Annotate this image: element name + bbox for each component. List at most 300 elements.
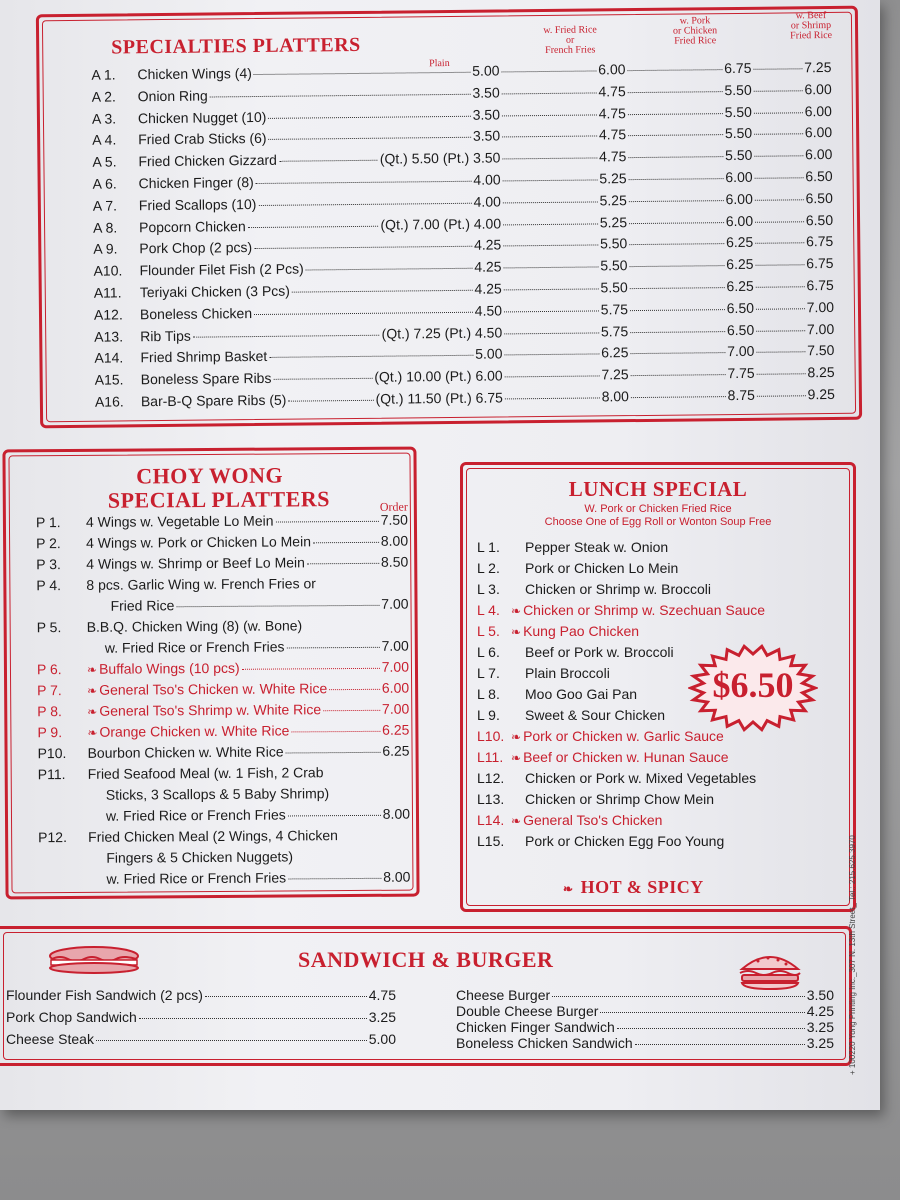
item-name: Pork or Chicken Lo Mein [525,560,679,576]
item-name: Bourbon Chicken w. White Rice [87,743,284,761]
item-name: Double Cheese Burger [456,1003,599,1019]
item-price: 8.00 [382,805,411,822]
item-name: Chicken Finger (8) [138,174,254,192]
list-item [36,596,408,620]
price-beef-shrimp: 6.00 [804,124,833,141]
item-code: P 8. [37,703,62,720]
item-code: P11. [37,766,66,783]
item-code: P 3. [36,556,61,573]
price-pork-chicken-cell [625,60,751,77]
item-price: 7.00 [381,595,409,612]
price-plain: 4.25 [474,258,502,275]
list-item [456,1003,834,1019]
item-code: A16. [94,393,124,410]
lunch-subtitle-1: W. Pork or Chicken Fried Rice [584,503,732,515]
item-name: Flounder Fish Sandwich (2 pcs) [6,987,203,1003]
price-beef-shrimp-cell [753,190,833,207]
price-pork-chicken: 6.50 [726,299,755,316]
price-fried-rice: 6.25 [601,344,629,361]
price-pork-chicken: 6.25 [726,255,754,273]
dot-leader [756,264,805,266]
price-pork-chicken: 8.75 [727,386,755,404]
item-code: A15. [94,371,124,388]
item-name: Chicken or Shrimp w. Szechuan Sauce [523,602,766,618]
item-code: P 9. [37,724,63,741]
price-fried-rice-cell [502,301,628,318]
price-pork-chicken-cell [626,125,752,142]
price-fried-rice-cell [500,127,626,144]
item-name: Boneless Chicken [139,304,253,323]
price-beef-shrimp: 8.25 [807,364,835,381]
dot-leader [254,312,473,315]
choy-wong-list [36,512,411,893]
price-fried-rice-cell [501,257,627,274]
dot-leader [755,177,804,179]
list-item [37,638,409,662]
dot-leader [754,134,803,136]
dot-leader [205,996,367,997]
item-name: Chicken Wings (4) [137,65,252,83]
sandwich-section [0,926,852,1066]
item-name: Pork or Chicken w. Garlic Sauce [523,728,724,744]
dot-leader [501,70,596,72]
dot-leader [630,352,725,354]
price-pork-chicken: 6.25 [726,277,754,295]
list-item [456,1019,834,1035]
list-item [456,987,834,1003]
item-code: L 3. [477,581,500,597]
dot-leader [627,69,722,71]
price-plain: (Qt.) 7.25 (Pt.) 4.50 [381,324,503,342]
list-item [37,680,409,704]
item-code: L 6. [477,644,500,660]
price-pork-chicken: 6.00 [725,190,753,207]
price-pork-chicken: 6.25 [725,234,754,251]
item-price: 3.25 [806,1035,834,1051]
item-name: Chicken Nugget (10) [137,108,267,126]
item-name: 8 pcs. Garlic Wing w. French Fries or [86,575,316,593]
dot-leader [628,135,723,137]
item-code: A 6. [92,175,117,192]
dot-leader [242,668,380,670]
price-plain: (Qt.) 11.50 (Pt.) 6.75 [375,389,503,407]
item-name: Orange Chicken w. White Rice [99,722,290,740]
item-code: L14. [477,812,505,828]
list-item [477,539,807,560]
item-name: Flounder Filet Fish (2 Pcs) [139,260,304,279]
dot-leader [756,352,805,354]
price-fried-rice: 5.75 [600,322,629,339]
price-beef-shrimp-cell [755,386,835,403]
item-price: 4.75 [368,987,396,1003]
list-item [477,812,807,833]
item-code: L 1. [477,539,500,555]
price-beef-shrimp: 7.00 [806,298,835,316]
chili-pepper-icon: ❧ [86,662,98,677]
item-name: Sticks, 3 Scallops & 5 Baby Shrimp) [105,785,330,803]
dot-leader [176,605,379,607]
price-fried-rice: 5.50 [599,235,628,252]
price-beef-shrimp-cell [753,212,833,229]
chili-pepper-icon: ❧ [511,814,522,828]
price-plain: 4.00 [473,171,501,188]
item-price: 6.00 [381,679,410,696]
plain-cell [139,215,501,235]
dot-leader [276,521,379,523]
plain-cell [139,259,501,279]
list-item [477,833,807,854]
price-pork-chicken: 5.50 [724,103,752,120]
list-item [477,623,807,644]
price-fried-rice-cell [503,366,629,383]
item-price: 3.50 [806,987,834,1003]
price-beef-shrimp-cell [753,168,833,185]
price-beef-shrimp-cell [752,124,832,141]
price-fried-rice-cell [501,236,627,253]
price-beef-shrimp-cell [751,59,831,76]
price-beef-shrimp: 6.00 [804,102,832,119]
price-pork-chicken: 5.50 [725,147,753,164]
item-name: Boneless Chicken Sandwich [456,1035,633,1051]
list-item [477,560,807,581]
dot-leader [193,334,380,337]
list-item [6,987,396,1009]
item-code: P 6. [36,661,62,678]
price-pork-chicken: 5.50 [724,125,753,142]
price-pork-chicken-cell [628,321,754,338]
item-code: P 5. [36,619,62,636]
dot-leader [630,265,725,267]
price-fried-rice: 8.00 [601,388,629,405]
item-name: Fingers & 5 Chicken Nuggets) [106,848,294,866]
list-item [37,617,409,641]
chili-pepper-icon: ❧ [511,751,522,765]
item-name: Cheese Burger [456,987,551,1003]
item-code: L 9. [477,707,500,723]
price-beef-shrimp: 6.00 [805,146,833,163]
dot-leader [306,268,473,271]
dot-leader [273,378,372,380]
item-name: Pork Chop (2 pcs) [139,239,253,257]
item-code: A 4. [92,131,117,149]
list-item [456,1035,834,1051]
item-name: Teriyaki Chicken (3 Pcs) [139,282,291,301]
list-item [38,869,410,893]
item-code: A 3. [91,110,117,127]
list-item [477,602,807,623]
sandwich-list-right [456,987,834,1051]
item-price: 4.25 [806,1003,834,1019]
price-beef-shrimp-cell [754,299,834,316]
price-plain: 4.25 [474,280,502,297]
list-item [38,785,410,809]
price-fried-rice-cell [501,170,627,187]
price-fried-rice-cell [501,214,627,231]
header-pork-chicken: w. Pork or Chicken Fried Rice [672,15,718,47]
dot-leader [307,563,379,565]
item-code: A10. [93,262,123,279]
dot-leader [631,396,726,398]
header-order: Order [379,499,408,514]
chili-pepper-icon: ❧ [511,730,522,744]
price-pork-chicken: 7.00 [727,343,755,360]
price-plain: (Qt.) 10.00 (Pt.) 6.00 [374,367,503,385]
item-price: 6.25 [382,721,410,738]
price-pork-chicken-cell [628,300,754,317]
dot-leader [254,72,470,75]
plain-cell [138,128,500,148]
price-fried-rice-cell [501,192,627,209]
choy-wong-title-line1: CHOY WONG [136,462,284,489]
dot-leader [631,374,726,376]
dot-leader [291,731,380,733]
dot-leader [503,179,598,181]
price-pork-chicken: 7.75 [727,364,755,382]
list-item [36,554,408,578]
dot-leader [503,201,598,203]
item-name: General Tso's Chicken [523,812,663,828]
item-code: L15. [477,833,505,849]
price-pork-chicken-cell [627,191,753,208]
item-price: 7.50 [380,511,408,528]
price-pork-chicken-cell [626,147,752,164]
list-item [37,701,409,725]
item-code: A 9. [93,240,118,258]
item-name: Popcorn Chicken [139,217,246,235]
price-fried-rice: 5.25 [599,191,627,209]
dot-leader [628,91,723,93]
price-beef-shrimp-cell [755,364,835,381]
price-plain: (Qt.) 7.00 (Pt.) 4.00 [380,215,502,233]
price-fried-rice-cell [502,323,628,340]
price-fried-rice: 5.25 [599,213,628,230]
item-name: General Tso's Shrimp w. White Rice [99,701,322,719]
item-name: Fried Crab Sticks (6) [138,130,267,148]
item-name: Onion Ring [137,87,208,105]
item-name: Fried Scallops (10) [138,195,257,214]
dot-leader [502,158,597,160]
printer-note: + 100220 Yong Printing Inc._307 N. 13th Street_ Tel.: 215.625.3970 [848,835,857,1075]
price-beef-shrimp-cell [752,81,832,98]
item-price: 8.00 [383,868,411,885]
price-beef-shrimp: 6.50 [805,167,833,185]
list-item [36,512,408,536]
price-beef-shrimp: 6.75 [806,276,834,294]
dot-leader [630,287,725,289]
header-beef-shrimp: w. Beef or Shrimp Fried Rice [790,10,833,42]
dot-leader [504,267,599,269]
plain-cell [139,193,501,213]
price-plain: 4.25 [473,236,502,254]
item-name: Chicken or Shrimp w. Broccoli [525,581,711,597]
dot-leader [756,308,805,310]
plain-cell [139,171,501,191]
dot-leader [754,112,803,114]
dot-leader [629,178,724,180]
item-code: A13. [94,327,124,345]
list-item [38,806,410,830]
price-beef-shrimp: 7.00 [806,320,835,337]
chili-pepper-icon: ❧ [87,704,98,719]
dot-leader [269,355,473,358]
item-price: 3.25 [368,1009,396,1025]
item-code: L12. [477,770,505,786]
item-code: P 7. [37,682,62,699]
dot-leader [96,1040,367,1041]
list-item [477,791,807,812]
price-beef-shrimp: 6.50 [805,211,834,228]
dot-leader [503,245,598,247]
dot-leader [504,310,599,312]
price-pork-chicken-cell [629,365,755,382]
dot-leader [630,309,725,311]
item-name: 4 Wings w. Pork or Chicken Lo Mein [86,533,312,551]
dot-leader [139,1018,367,1019]
dot-leader [628,156,723,158]
plain-cell [140,346,502,366]
price-fried-rice: 7.25 [601,366,629,383]
dot-leader [629,243,724,245]
list-item [477,770,807,791]
price-pork-chicken-cell [628,343,754,360]
price-fried-rice: 4.75 [598,126,627,143]
price-pork-chicken: 6.75 [724,59,752,77]
item-name: Plain Broccoli [525,665,610,681]
item-price: 7.00 [381,658,410,675]
price-plain: 3.50 [472,127,501,145]
dot-leader [292,290,473,293]
dot-leader [254,246,472,249]
price-plain: 4.00 [473,193,501,210]
price-fried-rice: 5.75 [600,300,629,318]
price-beef-shrimp-cell [754,277,834,294]
price-plain: (Qt.) 5.50 (Pt.) 3.50 [379,149,501,167]
dot-leader [504,332,599,334]
item-name: w. Fried Rice or French Fries [106,869,287,887]
price-plain: 3.50 [472,106,501,123]
lunch-subtitle-2: Choose One of Egg Roll or Wonton Soup Free [544,516,772,528]
dot-leader [288,878,381,880]
dot-leader [502,114,597,116]
item-code: P 1. [35,514,61,531]
item-name: Chicken Finger Sandwich [456,1019,615,1035]
dot-leader [755,221,804,223]
price-beef-shrimp-cell [753,255,833,272]
item-code: A 7. [92,197,118,214]
dot-leader [600,1012,804,1013]
price-beef-shrimp-cell [752,103,832,120]
price-beef-shrimp-cell [754,321,834,338]
choy-wong-section [2,447,419,900]
dot-leader [628,113,723,115]
dot-leader [630,331,725,333]
list-item [38,848,410,872]
dot-leader [502,92,597,94]
sandwich-list-left [6,987,396,1053]
price-fried-rice-cell [502,279,628,296]
price-fried-rice-cell [499,61,625,78]
dot-leader [258,203,471,206]
price-plain: 4.50 [474,302,503,319]
chili-pepper-icon: ❧ [87,725,98,740]
item-name: Fried Seafood Meal (w. 1 Fish, 2 Crab [87,764,324,782]
price-beef-shrimp: 6.75 [806,255,834,272]
dot-leader [635,1044,805,1045]
plain-cell [139,237,501,257]
plain-cell [140,280,502,300]
price-pork-chicken-cell [626,103,752,120]
item-name: Fried Chicken Gizzard [138,151,277,170]
dot-leader [256,181,472,184]
dot-leader [755,199,804,201]
item-price: 7.00 [381,700,410,717]
item-code: L 7. [477,665,500,681]
sub-sandwich-icon [48,945,140,975]
price-beef-shrimp: 9.25 [807,385,835,403]
price-fried-rice: 5.25 [599,170,627,187]
plain-cell [138,150,500,170]
price-pork-chicken-cell [627,234,753,251]
dot-leader [504,354,599,356]
item-code: L 2. [477,560,500,576]
item-price: 8.50 [380,553,409,570]
price-plain: 5.00 [472,62,500,79]
price-beef-shrimp: 7.50 [807,342,835,359]
dot-leader [756,286,805,288]
price-beef-shrimp: 6.00 [804,80,832,98]
item-name: Kung Pao Chicken [523,623,640,639]
item-name: Pork Chop Sandwich [6,1009,137,1025]
price-fried-rice-cell [500,83,626,100]
price-fried-rice: 5.50 [600,257,628,274]
price-plain: 5.00 [475,345,503,363]
plain-cell [141,389,503,409]
item-price: 6.25 [382,742,410,759]
price-fried-rice-cell [503,388,629,405]
item-code: A 1. [91,66,116,83]
dot-leader [288,815,381,817]
item-code: A11. [93,284,122,301]
dot-leader [287,647,380,649]
plain-cell [141,368,503,388]
dot-leader [503,223,598,225]
item-code: L 5. [477,623,500,639]
list-item [6,1031,396,1053]
item-code: P 2. [36,535,61,552]
item-code: A12. [93,306,123,323]
plain-cell [137,62,499,82]
dot-leader [629,222,724,224]
price-pork-chicken-cell [627,169,753,186]
item-code: L11. [477,749,504,765]
burger-icon [738,951,802,991]
dot-leader [248,225,379,227]
item-code: A 5. [92,153,117,170]
item-code: A 8. [93,219,118,236]
dot-leader [754,90,803,92]
item-name: w. Fried Rice or French Fries [104,638,285,656]
price-pork-chicken-cell [628,278,754,295]
list-item [37,743,409,767]
item-name: Rib Tips [140,327,191,344]
item-name: Beef or Chicken w. Hunan Sauce [523,749,729,765]
dot-leader [286,752,381,754]
choy-wong-title-line2: SPECIAL PLATTERS [107,486,331,513]
item-code: L10. [477,728,505,744]
item-name: Buffalo Wings (10 pcs) [98,659,240,677]
item-name: Bar-B-Q Spare Ribs (5) [140,391,287,410]
item-code: L 8. [477,686,500,702]
